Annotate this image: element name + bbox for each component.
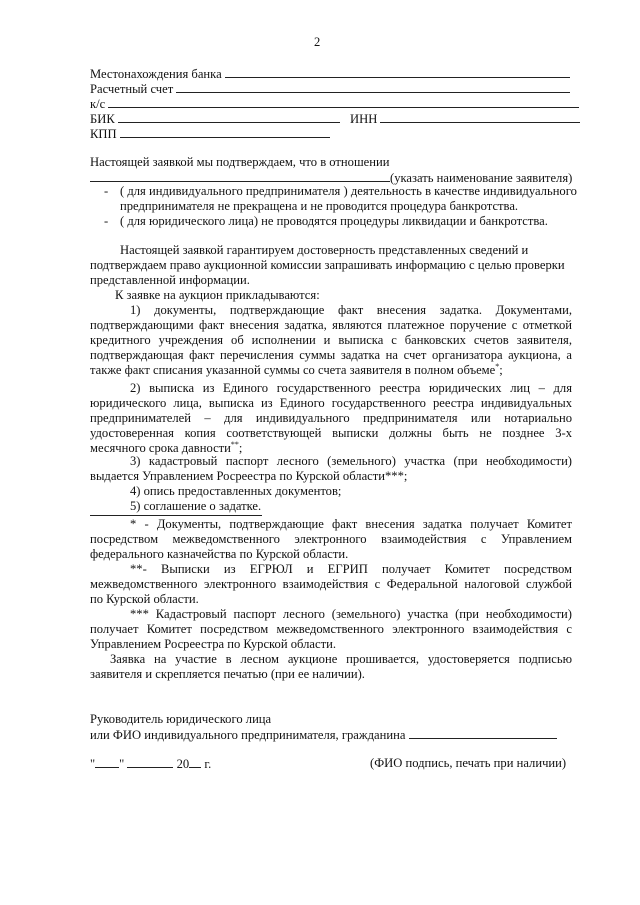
item1-line5: [90, 363, 503, 378]
item3-line1: 3) кадастровый паспорт лесного (земельного) участка (при необходимости): [130, 454, 572, 468]
footnote-separator: [90, 515, 262, 516]
item2-line1: 2) выписка из Единого государственного реестра юридических лиц – для: [130, 381, 572, 395]
bullet1-line2: предпринимателя не прекращена и не проводится процедура банкротства.: [120, 199, 519, 213]
kpp-field[interactable]: [120, 126, 330, 138]
bik-field[interactable]: [118, 111, 340, 123]
item2-line2: юридического лица, выписка из Единого государственного реестра индивидуальных: [90, 396, 572, 410]
item2-line3: предпринимателей – для индивидуального предпринимателя или нотариально: [90, 411, 572, 425]
bullet-marker: -: [104, 214, 109, 228]
kpp-row: [90, 126, 330, 142]
note1-line3: федерального казначейства по Курской области.: [90, 547, 349, 561]
item1-line1: 1) документы, подтверждающие факт внесения задатка. Документами,: [130, 303, 572, 317]
date-open-quote: ": [90, 757, 96, 771]
inn-label: ИНН: [350, 112, 378, 126]
applicant-hint: (указать наименование заявителя): [390, 171, 573, 185]
bullet1-line1: ( для индивидуального предпринимателя ) деятельность в качестве индивидуального: [120, 184, 577, 198]
note4-line2: заявителя и скрепляется печатью (при ее наличии).: [90, 667, 365, 681]
note3-line3: Управлением Росреестра по Курской области.: [90, 637, 336, 651]
kpp-label: КПП: [90, 127, 117, 141]
day-field[interactable]: [95, 756, 119, 768]
item2-line4: удостоверенная копия соответствующей выписки должны быть не позднее 3-х: [90, 426, 572, 440]
confirm-intro: Настоящей заявкой мы подтверждаем, что в отношении: [90, 155, 390, 169]
ks-label: к/с: [90, 97, 106, 111]
account-row: [90, 81, 570, 97]
note4-line1: Заявка на участие в лесном аукционе прошивается, удостоверяется подписью: [110, 652, 572, 666]
note3-line1: *** Кадастровый паспорт лесного (земельного) участка (при необходимости): [130, 607, 572, 621]
item1-line4: подтверждающая факт перечисления суммы задатка на счет организатора аукциона, а: [90, 348, 572, 362]
guarantee-line1: Настоящей заявкой гарантируем достоверность представленных сведений и: [120, 243, 529, 257]
note2-line3: по Курской области.: [90, 592, 199, 606]
year-field[interactable]: [189, 756, 201, 768]
attached-heading: К заявке на аукцион прикладываются:: [115, 288, 320, 302]
account-field[interactable]: [176, 81, 570, 93]
bik-label: БИК: [90, 112, 115, 126]
note3-line2: получает Комитет посредством межведомственного электронного взаимодействия с: [90, 622, 572, 636]
item1-line3: кредитного учреждения об исполнении и выписка с банковских счетов заявителя,: [90, 333, 572, 347]
item5: 5) соглашение о задатке.: [130, 499, 262, 513]
item1-line5-end: ;: [499, 363, 503, 377]
guarantee-line2: подтверждаем право аукционной комиссии запрашивать информацию с целью проверки: [90, 258, 565, 272]
bank-location-field[interactable]: [225, 66, 570, 78]
item1-line5-text: также факт списания указанной суммы со счета заявителя в полном объеме: [90, 363, 496, 377]
date-close-quote: ": [119, 757, 125, 771]
year-prefix: 20: [176, 757, 190, 771]
bank-location-row: [90, 66, 570, 82]
item3-line2: выдается Управлением Росреестра по Курской области***;: [90, 469, 408, 483]
inn-row: [350, 111, 580, 127]
note1-line1: * - Документы, подтверждающие факт внесения задатка получает Комитет: [130, 517, 572, 531]
date-row: [90, 756, 211, 772]
signature-name-field[interactable]: [409, 727, 557, 739]
account-label: Расчетный счет: [90, 82, 174, 96]
bullet-marker: -: [104, 184, 109, 198]
item2-line5-text: месячного срока давности: [90, 441, 231, 455]
bullet2: ( для юридического лица) не проводятся процедуры ликвидации и банкротства.: [120, 214, 548, 228]
guarantee-line3: представленной информации.: [90, 273, 250, 287]
ks-field[interactable]: [108, 96, 579, 108]
footnote-mark: **: [230, 439, 239, 449]
page-number: 2: [314, 35, 321, 49]
year-suffix: г.: [204, 757, 212, 771]
footnote-mark: *: [495, 361, 500, 371]
note2-line2: межведомственного электронного взаимодействия с Федеральной налоговой службой: [90, 577, 572, 591]
item1-line2: подтверждающими факт внесения задатка, являются платежное поручение с отметкой: [90, 318, 572, 332]
signature-line2: [90, 727, 557, 743]
inn-field[interactable]: [380, 111, 580, 123]
item2-line5-end: ;: [238, 441, 243, 455]
sign-hint: (ФИО подпись, печать при наличии): [370, 756, 567, 770]
bik-row: [90, 111, 340, 127]
note1-line2: посредством межведомственного электронного взаимодействия с Управлением: [90, 532, 572, 546]
signature-line2-text: или ФИО индивидуального предпринимателя, гражданина: [90, 728, 406, 742]
item4: 4) опись предоставленных документов;: [130, 484, 342, 498]
note2-line1: **- Выписки из ЕГРЮЛ и ЕГРИП получает Комитет посредством: [130, 562, 572, 576]
applicant-name-field[interactable]: [90, 170, 390, 182]
ks-row: [90, 96, 579, 112]
bank-location-label: Местонахождения банка: [90, 67, 222, 81]
signature-line1: Руководитель юридического лица: [90, 712, 272, 726]
month-field[interactable]: [127, 756, 173, 768]
